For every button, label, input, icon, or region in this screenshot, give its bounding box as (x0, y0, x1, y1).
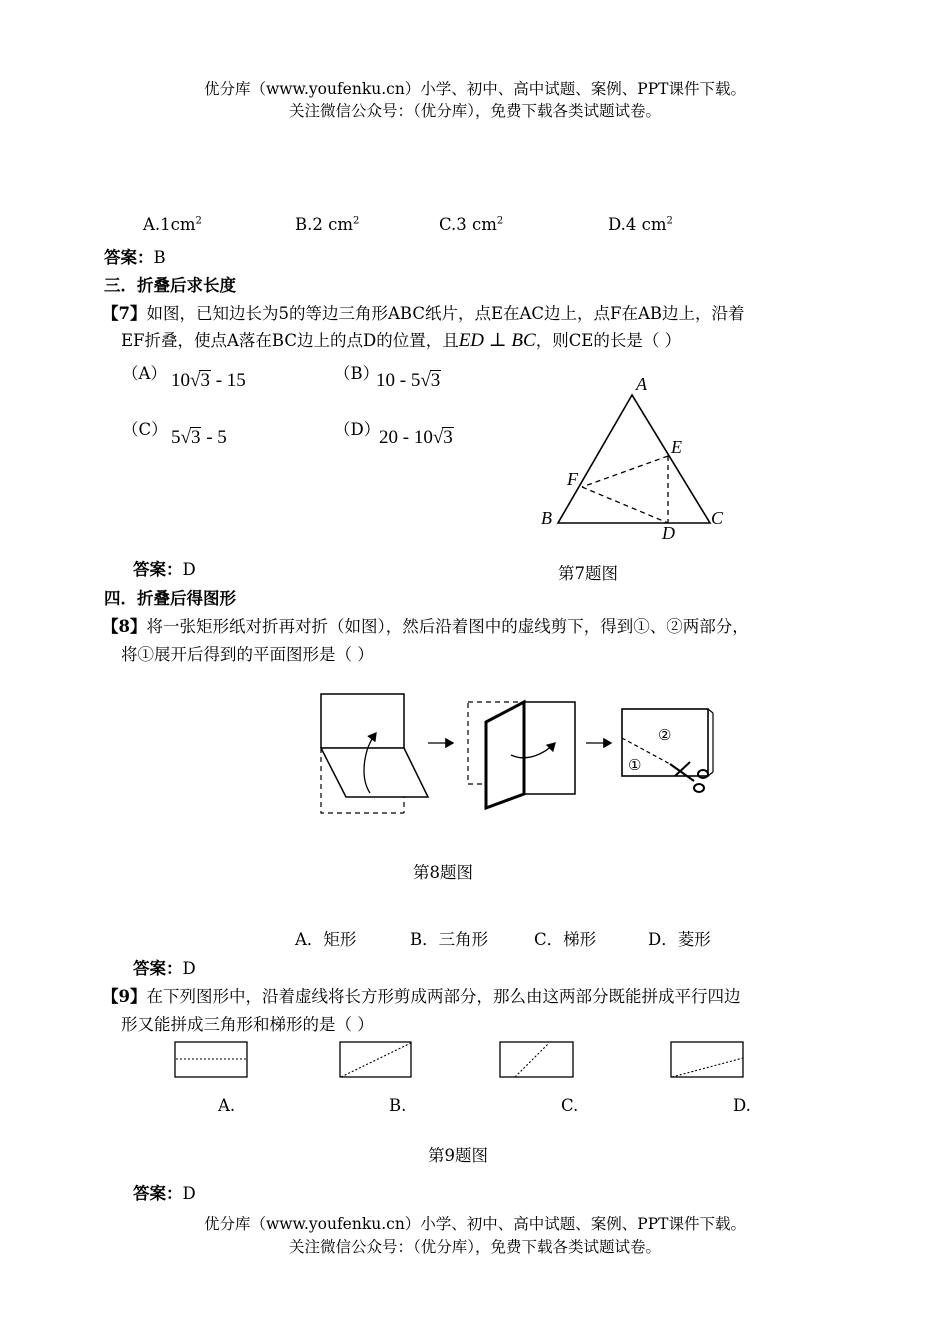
point-b-label: B (541, 508, 552, 528)
q9-answer: 答案：D (133, 1184, 196, 1203)
q9-choice-b: B. (389, 1096, 407, 1115)
q7-option-b-expr: 10 - 5√3 (376, 370, 441, 391)
q8-option-d: D．菱形 (648, 930, 711, 949)
point-c-label: C (711, 508, 724, 528)
header-line-1: 优分库（www.youfenku.cn）小学、初中、高中试题、案例、PPT课件下载。 (203, 80, 747, 98)
section-3-title: 三．折叠后求长度 (104, 276, 236, 295)
q9-rect-a (175, 1042, 247, 1077)
piece-1-label: ① (628, 756, 642, 774)
q9-choice-a: A. (218, 1096, 236, 1115)
footer-line-1: 优分库（www.youfenku.cn）小学、初中、高中试题、案例、PPT课件下载。 (203, 1215, 747, 1233)
q7-option-c-label: （C） (122, 420, 168, 439)
q8-caption: 第8题图 (413, 863, 473, 882)
header-line-2: 关注微信公众号：（优分库），免费下载各类试题试卷。 (288, 102, 661, 120)
piece-2-label: ② (658, 726, 672, 744)
q7-option-a-expr: 10√3 - 15 (171, 370, 246, 391)
q9-rect-c (500, 1042, 573, 1077)
q8-option-a: A．矩形 (295, 930, 357, 949)
q8-option-c: C．梯形 (534, 930, 597, 949)
q8-answer: 答案：D (133, 959, 196, 978)
q8-option-b: B．三角形 (410, 930, 489, 949)
q7-option-a-label: （A） (122, 364, 167, 383)
q6-option-c: C.3 $cm^2$ (439, 215, 504, 234)
q9-caption: 第9题图 (428, 1146, 488, 1165)
q9-text-line-1: 【9】在下列图形中，沿着虚线将长方形剪成两部分，那么由这两部分既能拼成平行四边 (102, 987, 741, 1006)
q9-rect-d (671, 1042, 743, 1077)
point-f-label: F (567, 469, 578, 489)
q8-text-line-1: 【8】将一张矩形纸对折再对折（如图），然后沿着图中的虚线剪下，得到①、②两部分， (102, 617, 749, 636)
q7-text-line-1: 【7】如图，已知边长为5的等边三角形ABC纸片，点E在AC边上，点F在AB边上，沿着 (102, 304, 745, 323)
q9-text-line-2: 形又能拼成三角形和梯形的是（ ） (121, 1015, 374, 1034)
q9-rect-b (340, 1042, 411, 1077)
q9-choice-c: C. (561, 1096, 579, 1115)
q7-option-b-label: （B） (334, 364, 380, 383)
footer-line-2: 关注微信公众号：（优分库），免费下载各类试题试卷。 (288, 1238, 661, 1256)
q9-choice-d: D. (733, 1096, 751, 1115)
q7-condition: ED ⊥ BC (458, 330, 536, 351)
q7-option-d-label: （D） (334, 420, 381, 439)
q8-text-line-2: 将①展开后得到的平面图形是（ ） (121, 645, 374, 664)
q6-answer: 答案：B (104, 248, 166, 267)
q6-option-b: B.2 $cm^2$ (295, 215, 360, 234)
point-e-label: E (671, 437, 682, 457)
q6-option-d: D.4 $cm^2$ (608, 215, 673, 234)
section-4-title: 四．折叠后得图形 (104, 589, 236, 608)
q7-option-c-expr: 5√3 - 5 (171, 427, 227, 448)
q6-option-a: $A.1cm^2$ (143, 215, 202, 234)
q7-caption: 第7题图 (558, 564, 618, 583)
point-a-label: A (636, 374, 647, 394)
q7-text-line-2: EF折叠，使点A落在BC边上的点D的位置，且ED ⊥ BC，则CE的长是（ ） (121, 330, 682, 351)
q7-answer: 答案：D (133, 560, 196, 579)
q7-option-d-expr: 20 - 10√3 (379, 427, 453, 448)
point-d-label: D (662, 523, 675, 543)
